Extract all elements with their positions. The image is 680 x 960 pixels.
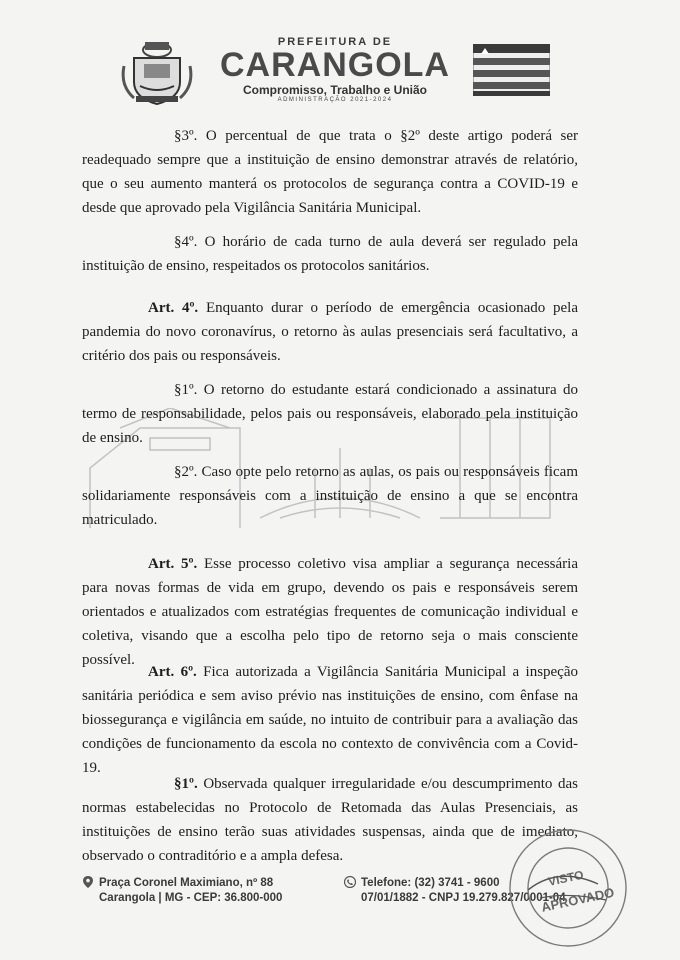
paragraph-text: O horário de cada turno de aula deverá ser regulado pela instituição de ensino, respeitados os protocolos sanitários. — [82, 234, 579, 274]
paragraph-text: Observada qualquer irregularidade e/ou descumprimento das normas estabelecidas no Protocolo de Retomada das Aulas Presenciais, as instituições de ensino terão suas atividades suspensas, ainda que de imediato, observado o contraditório e a ampla defesa. — [82, 776, 579, 864]
stamp-approved-text: APROVADO — [539, 884, 616, 915]
city-name: CARANGOLA — [220, 46, 450, 84]
letterhead — [0, 28, 680, 112]
article-text: Esse processo coletivo visa ampliar a segurança necessária para novas formas de vida em grupo, devendo os pais e responsáveis serem orientados e atualizados com estratégias frequentes de comunicação individual e coletiva, visando que a escolha pelo tipo de retorno seja o mais consciente possível. — [82, 556, 578, 668]
flag-icon — [473, 44, 550, 96]
cnpj-line: 07/01/1882 - CNPJ 19.279.827/0001-04 — [361, 892, 566, 904]
paragraph-text: O percentual de que trata o §2º deste artigo poderá ser readequado sempre que a instituição de ensino demonstrar através de relatório, que o seu aumento manterá os protocolos de segurança contra a COVID-19 e desde que aprovado pela Vigilância Sanitária Municipal. — [82, 128, 579, 216]
article-text: Enquanto durar o período de emergência ocasionado pela pandemia do novo coronavírus, o retorno às aulas presenciais será facultativo, a critério dos pais ou responsáveis. — [82, 300, 579, 364]
article-text: Fica autorizada a Vigilância Sanitária Municipal a inspeção sanitária periódica e sem aviso prévio nas instituições de ensino, com ênfase na biossegurança e vigilância em saúde, no intuito de contribuir para a avaliação das condições de funcionamento da escola no contexto de convivência com a Covid-19. — [82, 664, 578, 776]
paragraph-label: §1º. — [174, 382, 198, 398]
paragraph-4 — [82, 230, 578, 278]
article-label: Art. 4º. — [148, 300, 199, 316]
approval-stamp — [488, 826, 638, 950]
article-label: Art. 6º. — [148, 664, 197, 680]
phone-icon — [344, 876, 356, 888]
address-block — [82, 876, 282, 906]
article-6 — [82, 660, 578, 780]
paragraph-text: O retorno do estudante estará condicionado a assinatura do termo de responsabilidade, pelos pais ou responsáveis, elaborado pela instituição de ensino. — [82, 382, 578, 446]
prefeitura-label: PREFEITURA DE — [277, 36, 393, 48]
paragraph-2 — [82, 460, 578, 532]
location-pin-icon — [82, 876, 94, 888]
paragraph-text: Caso opte pelo retorno as aulas, os pais ou responsáveis ficam solidariamente responsáveis com a instituição de ensino a que se encontra matriculado. — [82, 464, 579, 528]
address-line-1: Praça Coronel Maximiano, nº 88 — [99, 877, 274, 889]
paragraph-label: §1º. — [174, 776, 198, 792]
article-5 — [82, 552, 578, 672]
stamp-visto-text: VISTO — [546, 867, 585, 889]
motto: Compromisso, Trabalho e União — [242, 83, 428, 97]
city-brand — [220, 36, 450, 103]
coat-of-arms-icon — [120, 36, 194, 106]
article-4 — [82, 296, 578, 368]
paragraph-1 — [82, 378, 578, 450]
paragraph-label: §4º. — [174, 234, 198, 250]
administration-period: ADMINISTRAÇÃO 2021-2024 — [277, 97, 393, 103]
paragraph-label: §3º. — [174, 128, 198, 144]
paragraph-label: §2º. — [174, 464, 198, 480]
paragraph-3 — [82, 124, 578, 220]
article-label: Art. 5º. — [148, 556, 198, 572]
address-line-2: Carangola | MG - CEP: 36.800-000 — [99, 892, 283, 904]
phone-line: Telefone: (32) 3741 - 9600 — [361, 877, 500, 889]
